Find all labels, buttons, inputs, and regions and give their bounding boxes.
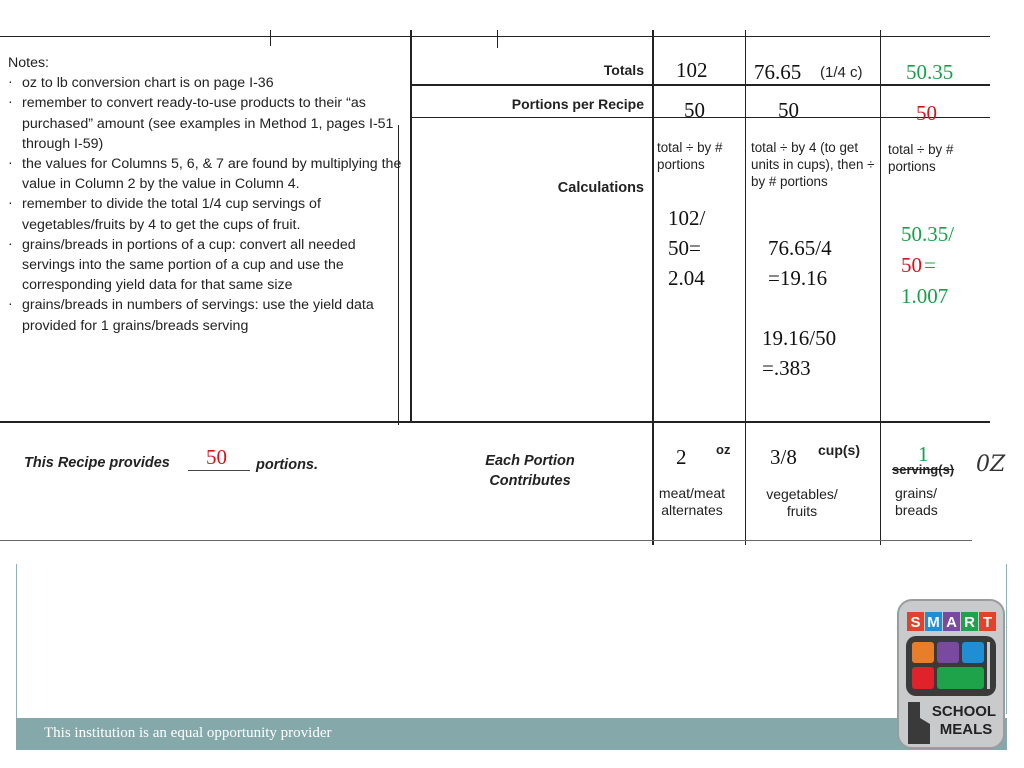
calc-instruction-veg: total ÷ by 4 (to get units in cups), then ÷ by # portions — [751, 140, 875, 189]
notes-block — [8, 53, 404, 336]
note-item: · oz to lb conversion chart is on page I-36 — [8, 73, 404, 93]
recipe-provides-blank — [188, 470, 250, 471]
portions-veg: 50 — [778, 98, 799, 122]
footer-text: This institution is an equal opportunity provider — [44, 725, 332, 741]
logo-meals: MEALS — [939, 721, 993, 738]
portions-grains: 50 — [916, 101, 937, 125]
calc-veg-line1: 76.65/4 — [768, 236, 832, 260]
note-item: · remember to convert ready-to-use products to their “as purchased” amount (see examples in Method 1, pages I-51 through I-59) — [8, 93, 404, 154]
col-divider-meat — [652, 30, 654, 545]
contrib-meat-unit: oz — [716, 442, 731, 457]
contrib-grains-value: 1 — [918, 442, 929, 466]
slide-frame-right — [1006, 564, 1007, 714]
notes-heading: Notes: — [8, 55, 50, 71]
calc-meat-line3: 2.04 — [668, 266, 705, 290]
logo-school: SCHOOL — [931, 703, 997, 720]
portions-label: Portions per Recipe — [511, 96, 644, 112]
totals-veg-unit: (1/4 c) — [820, 64, 863, 81]
totals-label: Totals — [603, 62, 644, 78]
logo-letter-t: T — [982, 614, 993, 631]
note-item: · grains/breads in numbers of servings: use the yield data provided for 1 grains/breads serving — [8, 295, 404, 335]
col-divider-veg — [745, 30, 746, 545]
footer-bar — [16, 718, 1007, 750]
logo-tray-orange — [912, 642, 934, 663]
contrib-grains-label: grains/ breads — [895, 485, 938, 518]
col-divider-notes — [410, 30, 412, 422]
logo-fork-icon — [987, 642, 990, 689]
note-item: · remember to divide the total 1/4 cup servings of vegetables/fruits by 4 to get the cups of fruit. — [8, 194, 404, 234]
logo-tray-red — [912, 667, 934, 689]
logo-tray-blue — [962, 642, 984, 663]
calc-grains-line1: 50.35/ — [901, 222, 955, 246]
portions-meat: 50 — [684, 98, 705, 122]
each-portion-label: Each Portion Contributes — [485, 453, 575, 489]
contrib-grains-unit: serving(s) — [892, 462, 955, 477]
row-rule-totals — [410, 84, 990, 86]
logo-letter-a: A — [946, 614, 957, 631]
calc-meat-line2: 50= — [668, 236, 701, 260]
calc-veg-line2: =19.16 — [768, 266, 828, 290]
tick-1 — [270, 30, 271, 46]
recipe-provides-after: portions. — [256, 457, 319, 473]
calc-veg-line3: 19.16/50 — [762, 326, 837, 350]
row-rule-bottom — [0, 540, 972, 541]
logo-tray-green — [937, 667, 984, 689]
notes-list — [8, 73, 404, 336]
contrib-meat-label: meat/meat alternates — [658, 485, 726, 518]
calc-veg-line4: =.383 — [762, 356, 811, 380]
rule-top — [0, 36, 990, 37]
totals-veg: 76.65 — [754, 60, 802, 84]
slide-frame-left — [16, 564, 17, 718]
logo-letter-r: R — [964, 614, 975, 631]
calc-grains-line2-eq: = — [924, 253, 936, 277]
recipe-provides-value: 50 — [206, 445, 227, 469]
calc-instruction-grains: total ÷ by # portions — [888, 142, 954, 174]
logo-tray-purple — [937, 642, 959, 663]
contrib-veg-label: vegetables/ fruits — [766, 486, 838, 519]
contrib-veg-value: 3/8 — [770, 445, 797, 469]
tick-2 — [497, 30, 498, 48]
logo-letter-s: S — [910, 614, 921, 631]
contrib-grains-scribble: 0Z — [976, 452, 1006, 477]
calc-grains-line3: 1.007 — [901, 284, 949, 308]
totals-grains: 50.35 — [906, 60, 954, 84]
calc-grains-line2: 50 — [901, 253, 922, 277]
calc-instruction-meat: total ÷ by # portions — [657, 140, 723, 172]
calculations-label: Calculations — [557, 180, 644, 196]
recipe-provides-before: This Recipe provides — [24, 455, 170, 471]
logo-letter-m: M — [927, 614, 940, 631]
smart-school-meals-logo — [896, 598, 1006, 750]
logo-graphic — [896, 598, 1006, 750]
totals-meat: 102 — [676, 58, 708, 82]
contrib-veg-unit: cup(s) — [818, 442, 860, 458]
note-item: · the values for Columns 5, 6, & 7 are found by multiplying the value in Column 2 by the value in Column 4. — [8, 154, 404, 194]
col-divider-grains — [880, 30, 881, 545]
calc-meat-line1: 102/ — [668, 206, 706, 230]
contrib-meat-value: 2 — [676, 445, 687, 469]
row-rule-calc — [0, 421, 990, 423]
note-item: · grains/breads in portions of a cup: convert all needed servings into the same portion of a cup and use the corresponding yield data for that same size — [8, 235, 404, 296]
